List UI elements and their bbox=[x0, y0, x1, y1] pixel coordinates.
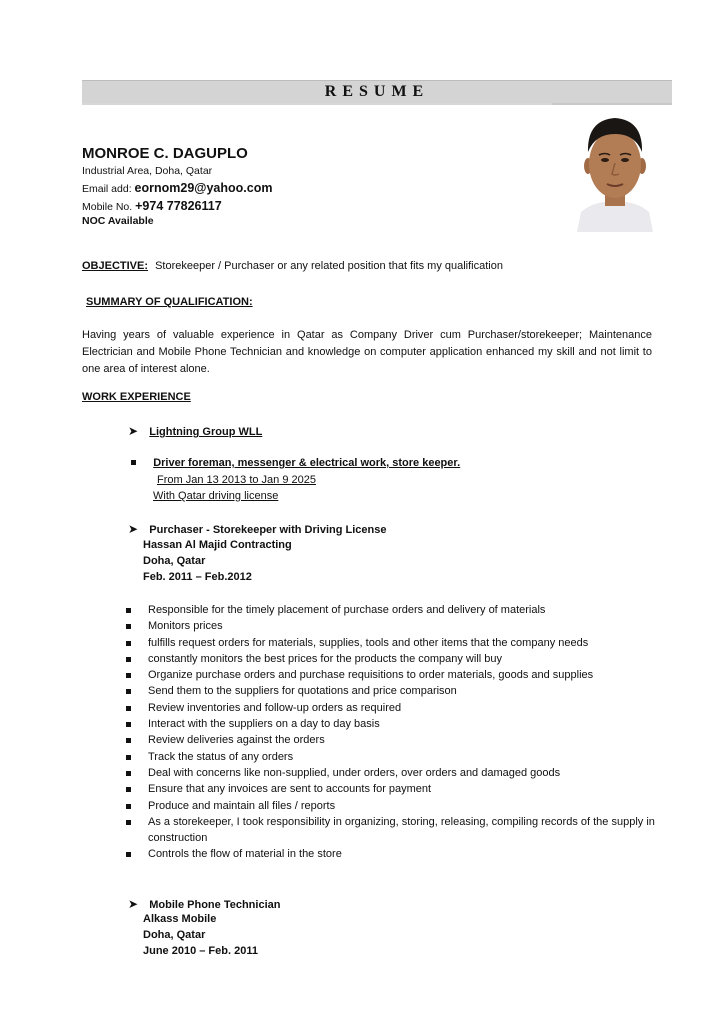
job2-company: Hassan Al Majid Contracting bbox=[143, 539, 292, 551]
job3-company: Alkass Mobile bbox=[143, 913, 217, 925]
list-item: Produce and maintain all files / reports bbox=[126, 798, 666, 814]
job2-title: Purchaser - Storekeeper with Driving License bbox=[149, 524, 387, 536]
arrow-bullet-icon: ➤ bbox=[128, 897, 139, 911]
list-item: Interact with the suppliers on a day to day basis bbox=[126, 716, 666, 732]
list-item: As a storekeeper, I took responsibility in organizing, storing, releasing, compiling records of the supply in construction bbox=[126, 814, 666, 847]
square-bullet-icon bbox=[126, 738, 131, 743]
summary-text: Having years of valuable experience in Qatar as Company Driver cum Purchaser/storekeeper; Maintenance Electrician and Mobile Phone Technician and knowledge on computer application enhanced my skill and not limit to one area of interest alone. bbox=[82, 329, 652, 375]
objective-line bbox=[82, 260, 503, 272]
work-experience-heading: WORK EXPERIENCE bbox=[82, 391, 191, 403]
list-item: fulfills request orders for materials, supplies, tools and other items that the company needs bbox=[126, 635, 666, 651]
square-bullet-icon bbox=[126, 804, 131, 809]
job1-company-line bbox=[128, 424, 262, 438]
profile-photo bbox=[575, 108, 655, 232]
square-bullet-icon bbox=[126, 624, 131, 629]
job2-duties-list bbox=[126, 602, 666, 863]
job3-title-line bbox=[128, 897, 280, 911]
email-line bbox=[82, 181, 272, 195]
resume-title: RESUME bbox=[324, 83, 430, 100]
job2-location: Doha, Qatar bbox=[143, 555, 206, 567]
noc-status: NOC Available bbox=[82, 215, 154, 227]
list-item: constantly monitors the best prices for the products the company will buy bbox=[126, 651, 666, 667]
email-label: Email add: bbox=[82, 183, 132, 195]
square-bullet-icon bbox=[131, 460, 136, 465]
square-bullet-icon bbox=[126, 608, 131, 613]
square-bullet-icon bbox=[126, 706, 131, 711]
title-bar bbox=[82, 80, 672, 105]
objective-label: OBJECTIVE: bbox=[82, 260, 149, 272]
square-bullet-icon bbox=[126, 673, 131, 678]
square-bullet-icon bbox=[126, 787, 131, 792]
square-bullet-icon bbox=[126, 641, 131, 646]
job1-note: With Qatar driving license bbox=[153, 490, 279, 502]
job2-dates: Feb. 2011 – Feb.2012 bbox=[143, 571, 252, 583]
list-item: Organize purchase orders and purchase requisitions to order materials, goods and supplies bbox=[126, 667, 666, 683]
list-item: Review inventories and follow-up orders as required bbox=[126, 700, 666, 716]
job1-company: Lightning Group WLL bbox=[149, 426, 263, 438]
list-item: Track the status of any orders bbox=[126, 749, 666, 765]
address: Industrial Area, Doha, Qatar bbox=[82, 165, 213, 177]
job1-role: Driver foreman, messenger & electrical work, store keeper. bbox=[153, 457, 461, 469]
list-item: Ensure that any invoices are sent to accounts for payment bbox=[126, 781, 666, 797]
title-divider bbox=[82, 103, 552, 105]
square-bullet-icon bbox=[126, 722, 131, 727]
job3-dates: June 2010 – Feb. 2011 bbox=[143, 945, 258, 957]
arrow-bullet-icon: ➤ bbox=[128, 424, 139, 438]
square-bullet-icon bbox=[126, 689, 131, 694]
objective-text: Storekeeper / Purchaser or any related position that fits my qualification bbox=[155, 260, 503, 272]
square-bullet-icon bbox=[126, 657, 131, 662]
list-item: Deal with concerns like non-supplied, under orders, over orders and damaged goods bbox=[126, 765, 666, 781]
mobile-line bbox=[82, 199, 222, 213]
square-bullet-icon bbox=[126, 820, 131, 825]
list-item: Send them to the suppliers for quotations and price comparison bbox=[126, 683, 666, 699]
square-bullet-icon bbox=[126, 755, 131, 760]
square-bullet-icon bbox=[126, 852, 131, 857]
applicant-name: MONROE C. DAGUPLO bbox=[82, 145, 248, 162]
job1-role-line bbox=[131, 457, 460, 469]
job3-location: Doha, Qatar bbox=[143, 929, 206, 941]
summary-heading: SUMMARY OF QUALIFICATION: bbox=[86, 296, 253, 308]
job2-title-line bbox=[128, 522, 386, 536]
job1-dates: From Jan 13 2013 to Jan 9 2025 bbox=[157, 474, 316, 486]
mobile-value: +974 77826117 bbox=[135, 199, 222, 213]
square-bullet-icon bbox=[126, 771, 131, 776]
job3-title: Mobile Phone Technician bbox=[149, 899, 281, 911]
list-item: Review deliveries against the orders bbox=[126, 732, 666, 748]
list-item: Monitors prices bbox=[126, 618, 666, 634]
list-item: Controls the flow of material in the store bbox=[126, 846, 666, 862]
email-value: eornom29@yahoo.com bbox=[134, 181, 273, 195]
arrow-bullet-icon: ➤ bbox=[128, 522, 139, 536]
list-item: Responsible for the timely placement of purchase orders and delivery of materials bbox=[126, 602, 666, 618]
mobile-label: Mobile No. bbox=[82, 201, 133, 213]
